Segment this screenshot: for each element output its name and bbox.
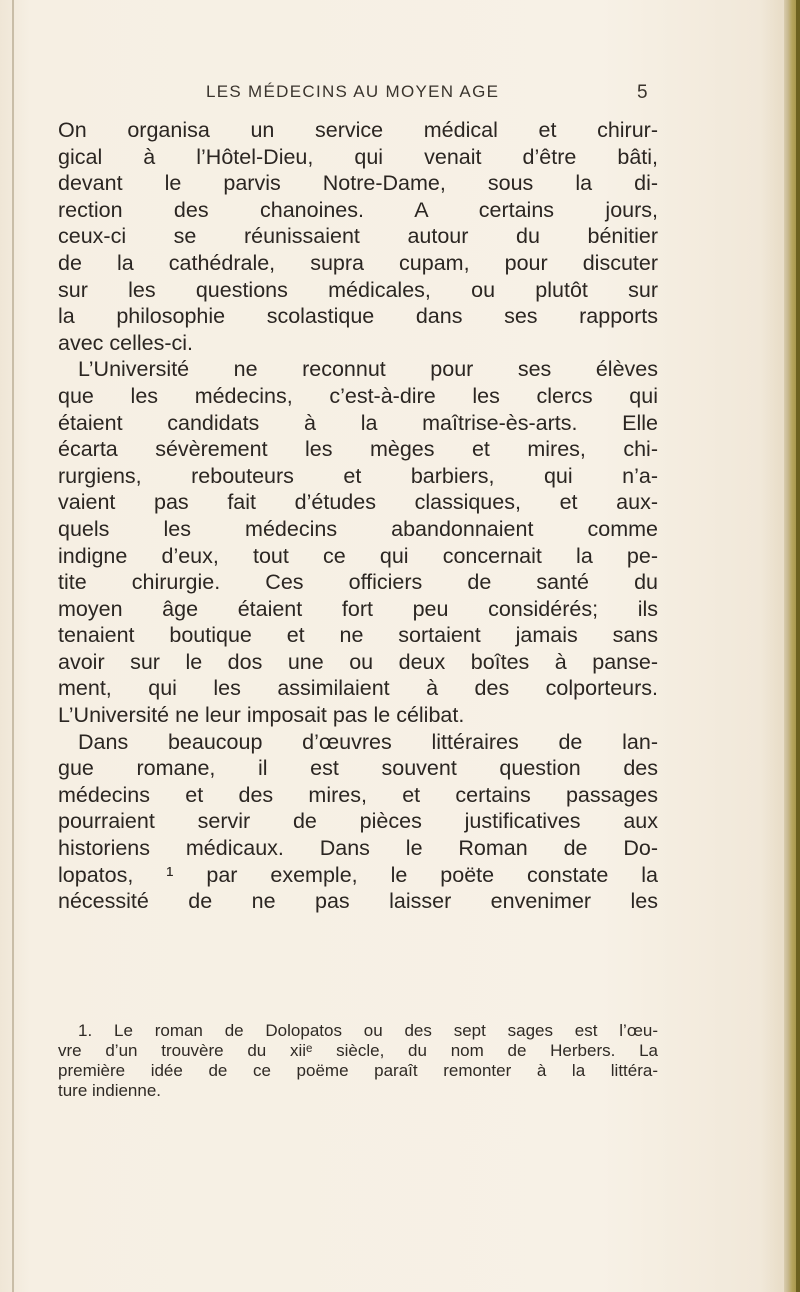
text-line: avoir sur le dos une ou deux boîtes à panse-	[58, 649, 658, 674]
page-header	[0, 82, 800, 108]
gutter-shadow	[796, 0, 800, 1292]
text-line: lopatos, ¹ par exemple, le poëte constate la	[58, 862, 658, 887]
footnote-line: 1. Le roman de Dolopatos ou des sept sages est l’œu-	[78, 1021, 658, 1040]
text-line: médecins et des mires, et certains passages	[58, 782, 658, 807]
text-line: historiens médicaux. Dans le Roman de Do-	[58, 836, 658, 861]
body-text	[58, 117, 658, 915]
text-line: quels les médecins abandonnaient comme	[58, 516, 658, 541]
text-line: que les médecins, c’est-à-dire les clercs qui	[58, 383, 658, 408]
text-line: tite chirurgie. Ces officiers de santé du	[58, 570, 658, 595]
text-line: ment, qui les assimilaient à des colporteurs.	[58, 676, 658, 701]
text-line: tenaient boutique et ne sortaient jamais sans	[58, 623, 658, 648]
text-line: vaient pas fait d’études classiques, et aux-	[58, 490, 658, 515]
running-title: LES MÉDECINS AU MOYEN AGE	[206, 82, 500, 101]
text-line: étaient candidats à la maîtrise-ès-arts. Elle	[58, 410, 658, 435]
text-line: gue romane, il est souvent question des	[58, 756, 658, 781]
text-line: rection des chanoines. A certains jours,	[58, 197, 658, 222]
text-line: On organisa un service médical et chirur-	[58, 118, 658, 142]
text-line: devant le parvis Notre-Dame, sous la di-	[58, 171, 658, 196]
text-line: pourraient servir de pièces justificatives aux	[58, 809, 658, 834]
footnote-line: vre d’un trouvère du xiiᵉ siècle, du nom de Herbers. La	[58, 1041, 658, 1060]
text-line: de la cathédrale, supra cupam, pour discuter	[58, 250, 658, 275]
text-line: sur les questions médicales, ou plutôt sur	[58, 277, 658, 302]
text-line: nécessité de ne pas laisser envenimer les	[58, 889, 658, 914]
text-line: rurgiens, rebouteurs et barbiers, qui n’a-	[58, 463, 658, 488]
text-line: gical à l’Hôtel-Dieu, qui venait d’être bâti,	[58, 144, 658, 169]
text-line: moyen âge étaient fort peu considérés; ils	[58, 596, 658, 621]
footnote	[58, 1021, 658, 1101]
text-line: indigne d’eux, tout ce qui concernait la pe-	[58, 543, 658, 568]
text-line: L’Université ne leur imposait pas le célibat.	[58, 703, 465, 728]
text-line: la philosophie scolastique dans ses rapports	[58, 304, 658, 329]
text-line: L’Université ne reconnut pour ses élèves	[78, 357, 658, 382]
text-line: avec celles-ci.	[58, 330, 194, 355]
page-number: 5	[637, 82, 648, 103]
text-line: Dans beaucoup d’œuvres littéraires de lan-	[78, 729, 658, 754]
footnote-line: ture indienne.	[58, 1081, 162, 1100]
text-line: ceux-ci se réunissaient autour du bénitier	[58, 224, 658, 249]
text-line: écarta sévèrement les mèges et mires, chi-	[58, 437, 658, 462]
page-edge-rule	[12, 0, 14, 1292]
footnote-line: première idée de ce poëme paraît remonter à la littéra-	[58, 1061, 658, 1080]
